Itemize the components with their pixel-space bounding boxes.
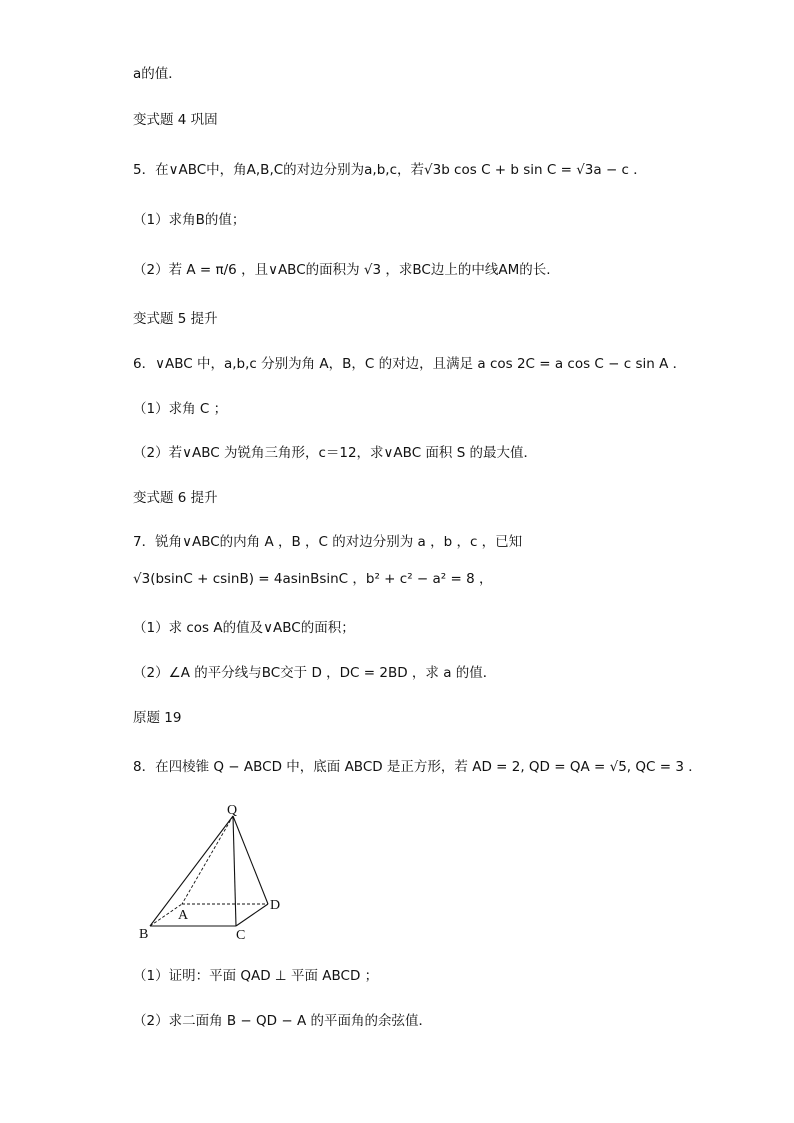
problem-5-part-1: （1）求角B的值； xyxy=(133,212,246,228)
problem-7-statement: 7．锐角∨ABC的内角 A ，B ，C 的对边分别为 a ，b ，c ，已知 xyxy=(133,534,523,550)
problem-5-statement: 5．在∨ABC中，角A,B,C的对边分别为a,b,c，若√3b cos C + b sin C = √3a − c ． xyxy=(133,162,647,178)
problem-7-part-2: （2）∠A 的平分线与BC交于 D ，DC = 2BD ，求 a 的值． xyxy=(133,665,497,681)
section-heading: 变式题 6 提升 xyxy=(133,490,218,506)
vertex-label-a: A xyxy=(178,908,189,923)
section-heading: 原题 19 xyxy=(133,710,182,726)
edge-qc xyxy=(233,816,236,926)
problem-8-statement: 8．在四棱锥 Q − ABCD 中，底面 ABCD 是正方形，若 AD = 2, QD = QA = √5, QC = 3 ． xyxy=(133,759,702,775)
vertex-label-c: C xyxy=(236,928,246,943)
problem-5-part-2: （2）若 A = π/6 ，且∨ABC的面积为 √3 ，求BC边上的中线AM的长. xyxy=(133,262,551,278)
section-heading: 变式题 4 巩固 xyxy=(133,112,218,128)
text-line: a的值． xyxy=(133,66,182,82)
problem-7-part-1: （1）求 cos A的值及∨ABC的面积； xyxy=(133,620,355,636)
vertex-label-b: B xyxy=(139,927,149,942)
edge-qa-hidden xyxy=(182,816,233,904)
edge-cd xyxy=(236,904,268,926)
pyramid-figure xyxy=(130,800,300,950)
vertex-label-q: Q xyxy=(227,803,238,818)
edge-qd xyxy=(233,816,268,904)
vertex-label-d: D xyxy=(270,898,281,913)
problem-6-statement: 6．∨ABC 中，a,b,c 分别为角 A，B，C 的对边，且满足 a cos 2C = a cos C − c sin A ． xyxy=(133,356,687,372)
edge-qb xyxy=(150,816,233,926)
problem-6-part-1: （1）求角 C ； xyxy=(133,401,228,417)
problem-6-part-2: （2）若∨ABC 为锐角三角形，c＝12，求∨ABC 面积 S 的最大值． xyxy=(133,445,538,461)
problem-8-part-2: （2）求二面角 B − QD − A 的平面角的余弦值． xyxy=(133,1013,432,1029)
problem-7-condition: √3(bsinC + csinB) = 4asinBsinC ，b² + c² − a² = 8 ， xyxy=(133,571,493,587)
section-heading: 变式题 5 提升 xyxy=(133,311,218,327)
problem-8-part-1: （1）证明：平面 QAD ⊥ 平面 ABCD ； xyxy=(133,968,379,984)
